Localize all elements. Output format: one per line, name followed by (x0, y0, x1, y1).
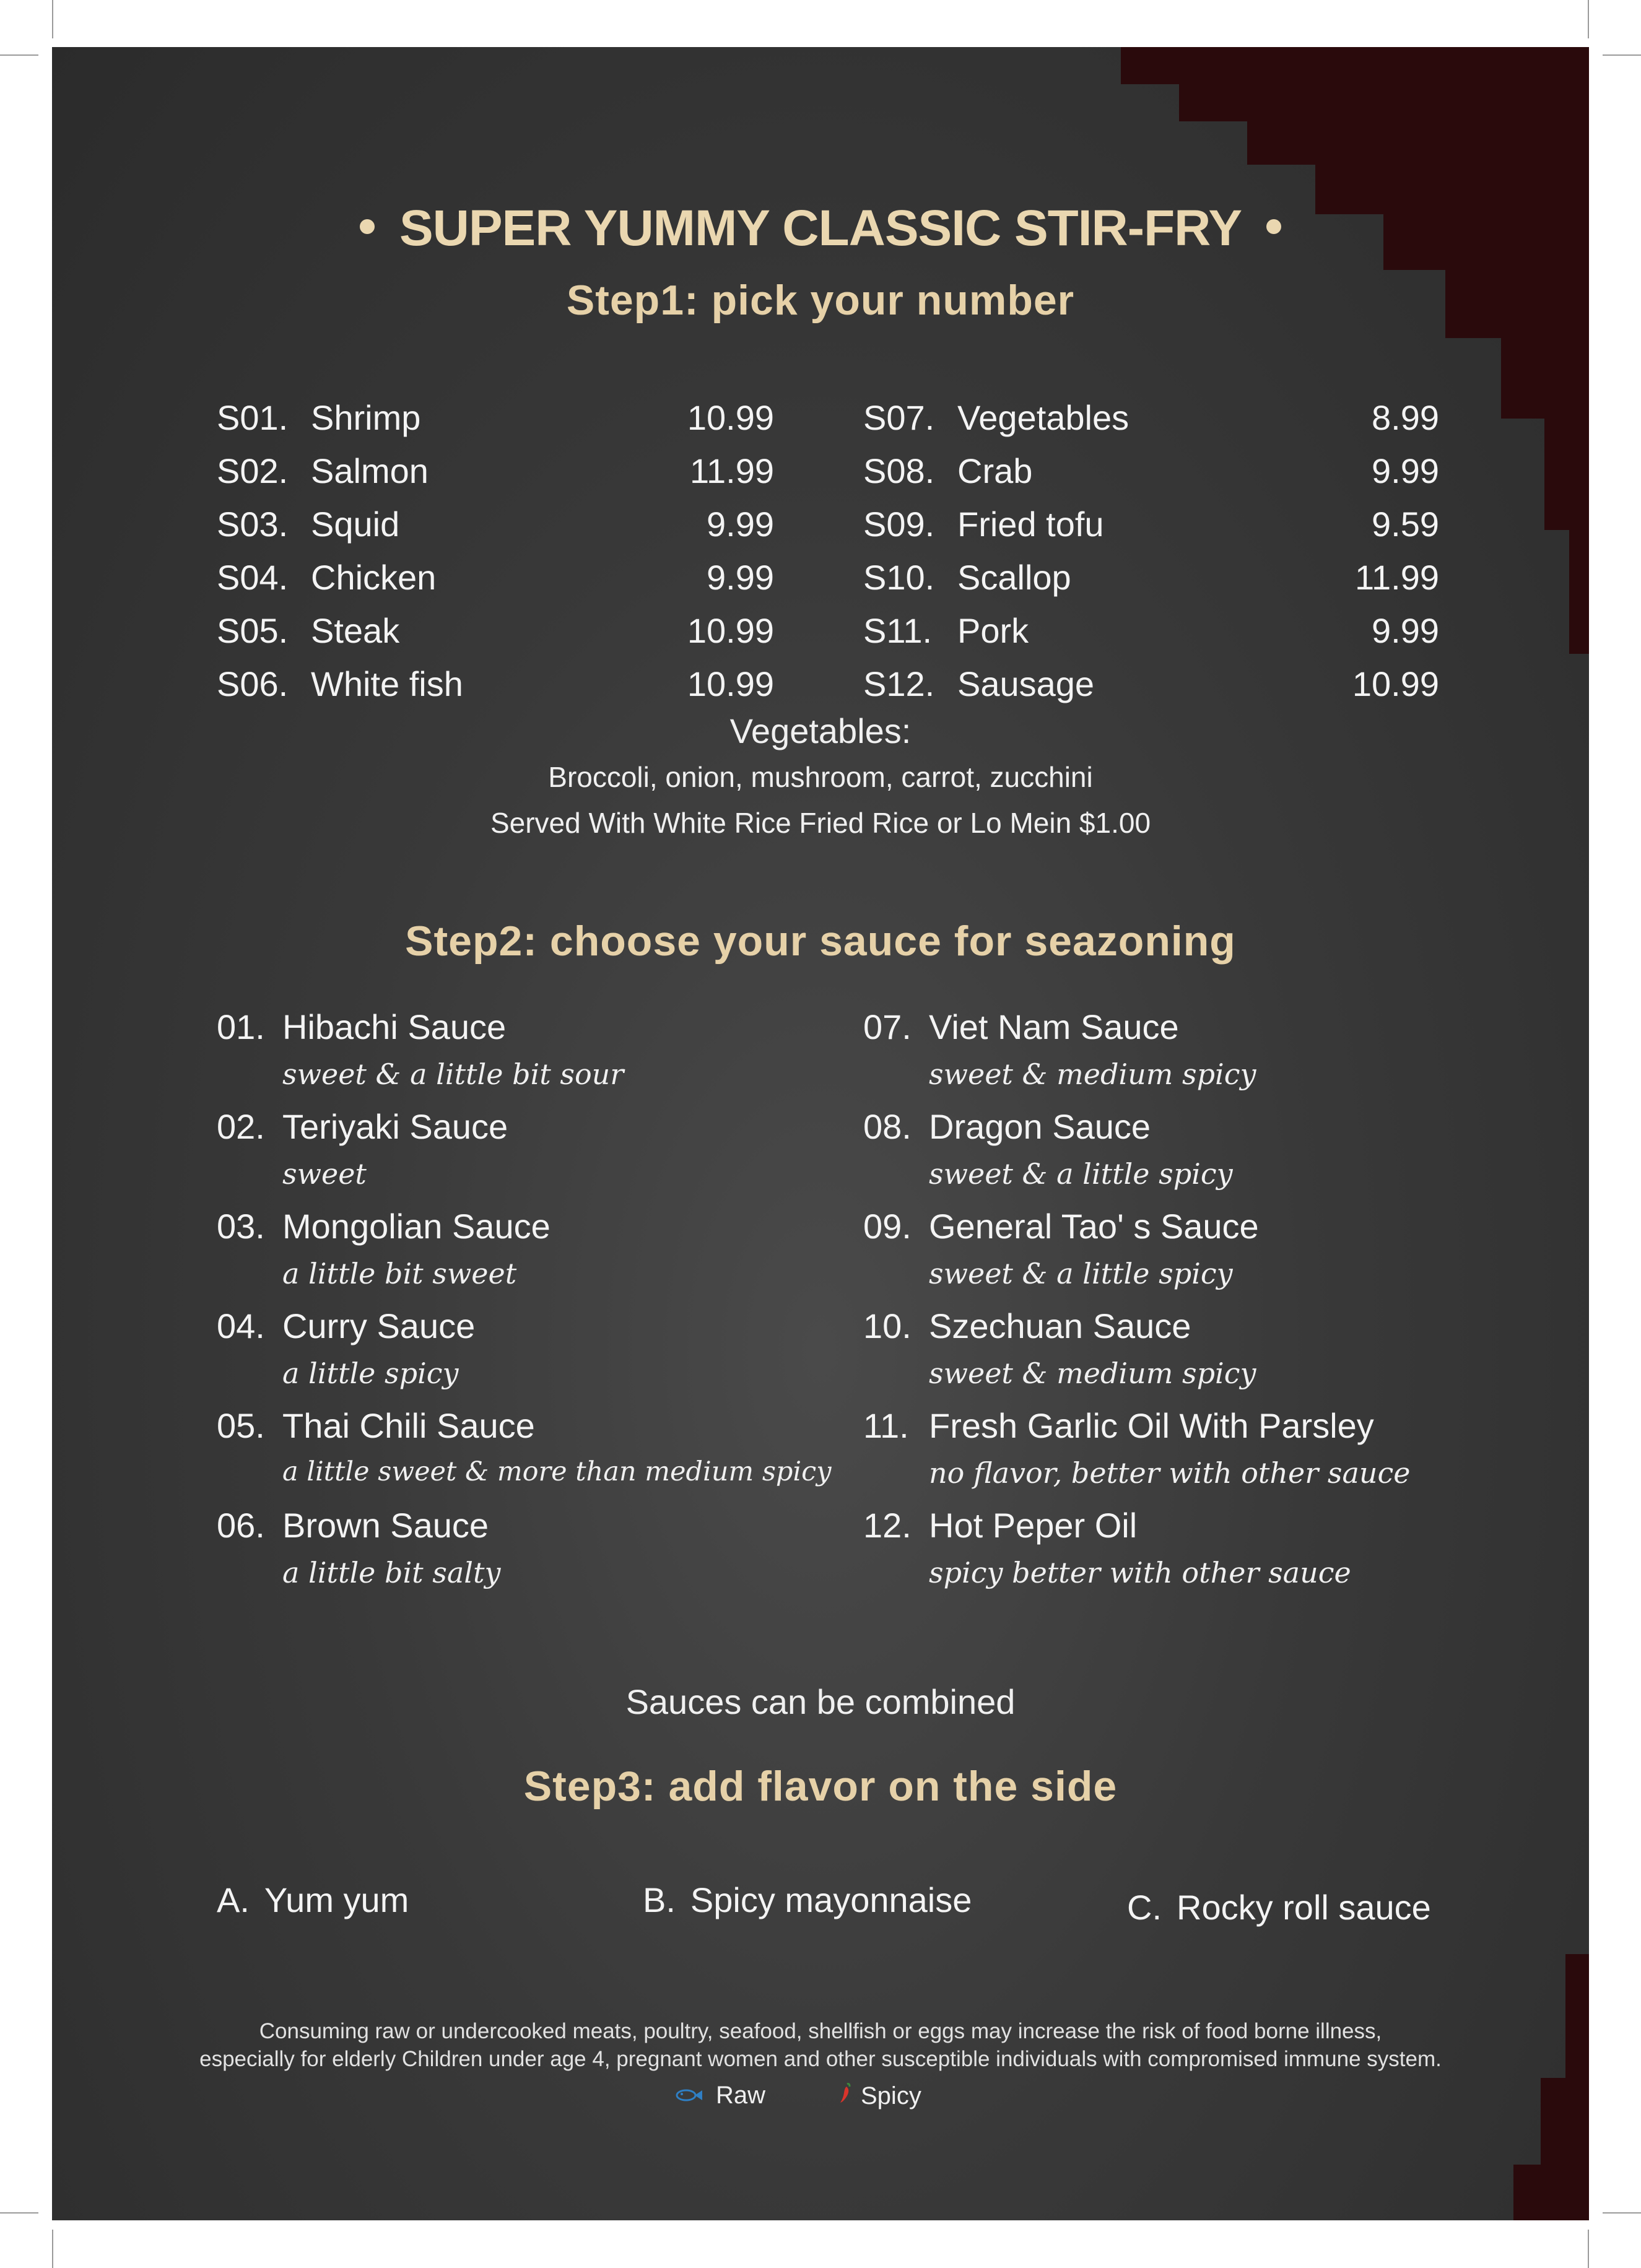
item-price: 10.99 (1352, 664, 1439, 703)
legend-raw (675, 2082, 765, 2109)
crop-mark (0, 2212, 38, 2214)
menu-item (863, 657, 1439, 710)
menu-page (52, 47, 1589, 2220)
menu-item (217, 550, 774, 604)
menu-item (217, 444, 774, 497)
step1-heading: Step1: pick your number (566, 277, 1075, 324)
menu-item (863, 391, 1439, 444)
item-price: 11.99 (1355, 557, 1439, 597)
flavor-letter: C. (1127, 1888, 1162, 1927)
item-code: S11. (863, 610, 933, 650)
menu-item (863, 497, 1439, 550)
sauce-item (217, 1505, 867, 1605)
sauce-name: Hibachi Sauce (282, 1007, 507, 1046)
flavor-item (643, 1880, 972, 1920)
item-price: 10.99 (687, 610, 774, 650)
sauce-description: sweet & medium spicy (929, 1357, 1256, 1390)
crop-mark (0, 54, 38, 56)
sauce-number: 03. (217, 1207, 265, 1246)
item-name: Pork (957, 610, 1029, 650)
corner-decoration (1513, 2165, 1589, 2220)
menu-item (217, 391, 774, 444)
sauce-number: 02. (217, 1107, 265, 1146)
step2-heading: Step2: choose your sauce for seazoning (405, 918, 1236, 965)
menu-item (217, 497, 774, 550)
sauce-description: no flavor, better with other sauce (929, 1456, 1411, 1490)
notice-line: especially for elderly Children under age 4, pregnant women and other susceptible individuals with compromised immune system. (199, 2047, 1442, 2071)
sauce-item (863, 1106, 1544, 1206)
sauce-description: sweet & a little spicy (929, 1257, 1233, 1290)
sauce-description: sweet & medium spicy (929, 1058, 1256, 1091)
item-price: 11.99 (690, 451, 774, 490)
item-name: Shrimp (311, 398, 421, 437)
item-code: S05. (217, 610, 289, 650)
item-code: S02. (217, 451, 289, 490)
bullet-dot (1266, 219, 1281, 234)
item-price: 9.99 (707, 557, 774, 597)
step3-heading: Step3: add flavor on the side (523, 1763, 1118, 1810)
item-code: S08. (863, 451, 935, 490)
sauce-name: General Tao' s Sauce (929, 1207, 1259, 1246)
corner-decoration (1501, 338, 1589, 419)
corner-decoration (1121, 47, 1589, 84)
sauce-description: a little bit sweet (282, 1257, 517, 1290)
sauces-combined-note: Sauces can be combined (625, 1682, 1016, 1721)
sauce-item (863, 1505, 1544, 1605)
sauce-number: 08. (863, 1107, 912, 1146)
sauce-description: spicy better with other sauce (929, 1556, 1351, 1589)
sauce-item (217, 1007, 867, 1106)
item-price: 9.99 (1372, 610, 1439, 650)
sauce-number: 10. (863, 1306, 912, 1345)
corner-decoration (1247, 121, 1589, 165)
item-code: S10. (863, 557, 935, 597)
item-name: Scallop (957, 557, 1071, 597)
sauce-item (217, 1406, 867, 1505)
crop-mark (52, 2230, 53, 2268)
item-code: S06. (217, 664, 289, 703)
sauce-name: Viet Nam Sauce (929, 1007, 1179, 1046)
item-code: S04. (217, 557, 289, 597)
item-name: Steak (311, 610, 400, 650)
sauce-number: 09. (863, 1207, 912, 1246)
sauce-list-left (217, 1007, 867, 1605)
menu-title-text: SUPER YUMMY CLASSIC STIR-FRY (399, 200, 1242, 256)
sauce-name: Mongolian Sauce (282, 1207, 551, 1246)
sauce-description: sweet & a little bit sour (282, 1058, 624, 1091)
sauce-item (863, 1007, 1544, 1106)
flavor-letter: A. (217, 1880, 250, 1919)
crop-mark (1603, 54, 1641, 56)
sauce-description: a little spicy (282, 1357, 459, 1390)
item-code: S01. (217, 398, 289, 437)
sauce-number: 05. (217, 1406, 265, 1445)
sauce-number: 07. (863, 1007, 912, 1046)
sauce-item (217, 1206, 867, 1306)
corner-decoration (1569, 530, 1589, 654)
item-name: Vegetables (957, 398, 1130, 437)
legend-raw-label: Raw (716, 2082, 766, 2109)
item-code: S03. (217, 504, 289, 544)
bullet-dot (360, 219, 375, 234)
item-name: Squid (311, 504, 400, 544)
sauce-number: 06. (217, 1506, 265, 1545)
vegetables-heading: Vegetables: (729, 711, 912, 750)
menu-title (52, 199, 1589, 258)
menu-item (217, 604, 774, 657)
flavor-name: Spicy mayonnaise (690, 1880, 972, 1919)
sauce-list-right (863, 1007, 1544, 1605)
sauce-number: 11. (863, 1406, 909, 1445)
menu-item (217, 657, 774, 710)
item-price: 9.99 (1372, 451, 1439, 490)
menu-item (863, 604, 1439, 657)
sauce-number: 12. (863, 1506, 912, 1545)
crop-mark (1588, 0, 1589, 38)
item-name: Sausage (957, 664, 1095, 703)
vegetables-list: Broccoli, onion, mushroom, carrot, zucchini (548, 761, 1093, 793)
item-code: S12. (863, 664, 935, 703)
item-price: 9.59 (1372, 504, 1439, 544)
corner-decoration (1179, 84, 1589, 121)
sauce-name: Szechuan Sauce (929, 1306, 1191, 1345)
chili-pepper-icon (838, 2082, 852, 2110)
legend-spicy-label: Spicy (861, 2082, 921, 2109)
item-name: Chicken (311, 557, 437, 597)
flavor-name: Yum yum (264, 1880, 409, 1919)
sauce-description: a little bit salty (282, 1556, 501, 1589)
sauce-name: Hot Peper Oil (929, 1506, 1138, 1545)
item-list-left (217, 391, 774, 710)
sauce-number: 01. (217, 1007, 265, 1046)
item-price: 9.99 (707, 504, 774, 544)
crop-mark (1603, 2212, 1641, 2214)
sauce-name: Brown Sauce (282, 1506, 489, 1545)
sauce-name: Teriyaki Sauce (282, 1107, 508, 1146)
sauce-name: Fresh Garlic Oil With Parsley (929, 1406, 1374, 1445)
item-name: White fish (311, 664, 463, 703)
sauce-description: sweet & a little spicy (929, 1157, 1233, 1191)
food-safety-notice (52, 2017, 1589, 2073)
sauce-item (863, 1306, 1544, 1406)
sauce-item (217, 1106, 867, 1206)
crop-mark (1588, 2230, 1589, 2268)
flavor-item (217, 1880, 409, 1920)
sauce-item (863, 1406, 1544, 1505)
crop-mark (52, 0, 53, 38)
flavor-item (1127, 1887, 1431, 1927)
item-list-right (863, 391, 1439, 710)
sauce-description: sweet (282, 1157, 367, 1191)
menu-item (863, 550, 1439, 604)
sauce-item (863, 1206, 1544, 1306)
menu-item (863, 444, 1439, 497)
flavor-letter: B. (643, 1880, 676, 1919)
item-code: S09. (863, 504, 935, 544)
notice-line: Consuming raw or undercooked meats, poultry, seafood, shellfish or eggs may increase the risk of food borne illness, (259, 2019, 1382, 2043)
item-name: Salmon (311, 451, 429, 490)
sauce-item (217, 1306, 867, 1406)
sauce-name: Curry Sauce (282, 1306, 476, 1345)
sauce-number: 04. (217, 1306, 265, 1345)
served-with-note: Served With White Rice Fried Rice or Lo Mein $1.00 (490, 807, 1151, 839)
flavor-name: Rocky roll sauce (1177, 1888, 1431, 1927)
item-price: 10.99 (687, 398, 774, 437)
sauce-name: Dragon Sauce (929, 1107, 1151, 1146)
fish-icon (675, 2082, 703, 2109)
corner-decoration (1544, 419, 1589, 530)
item-code: S07. (863, 398, 935, 437)
item-name: Crab (957, 451, 1033, 490)
legend-spicy (838, 2082, 921, 2110)
item-price: 8.99 (1372, 398, 1439, 437)
sauce-description: a little sweet & more than medium spicy (282, 1456, 832, 1487)
item-price: 10.99 (687, 664, 774, 703)
sauce-name: Thai Chili Sauce (282, 1406, 535, 1445)
item-name: Fried tofu (957, 504, 1104, 544)
